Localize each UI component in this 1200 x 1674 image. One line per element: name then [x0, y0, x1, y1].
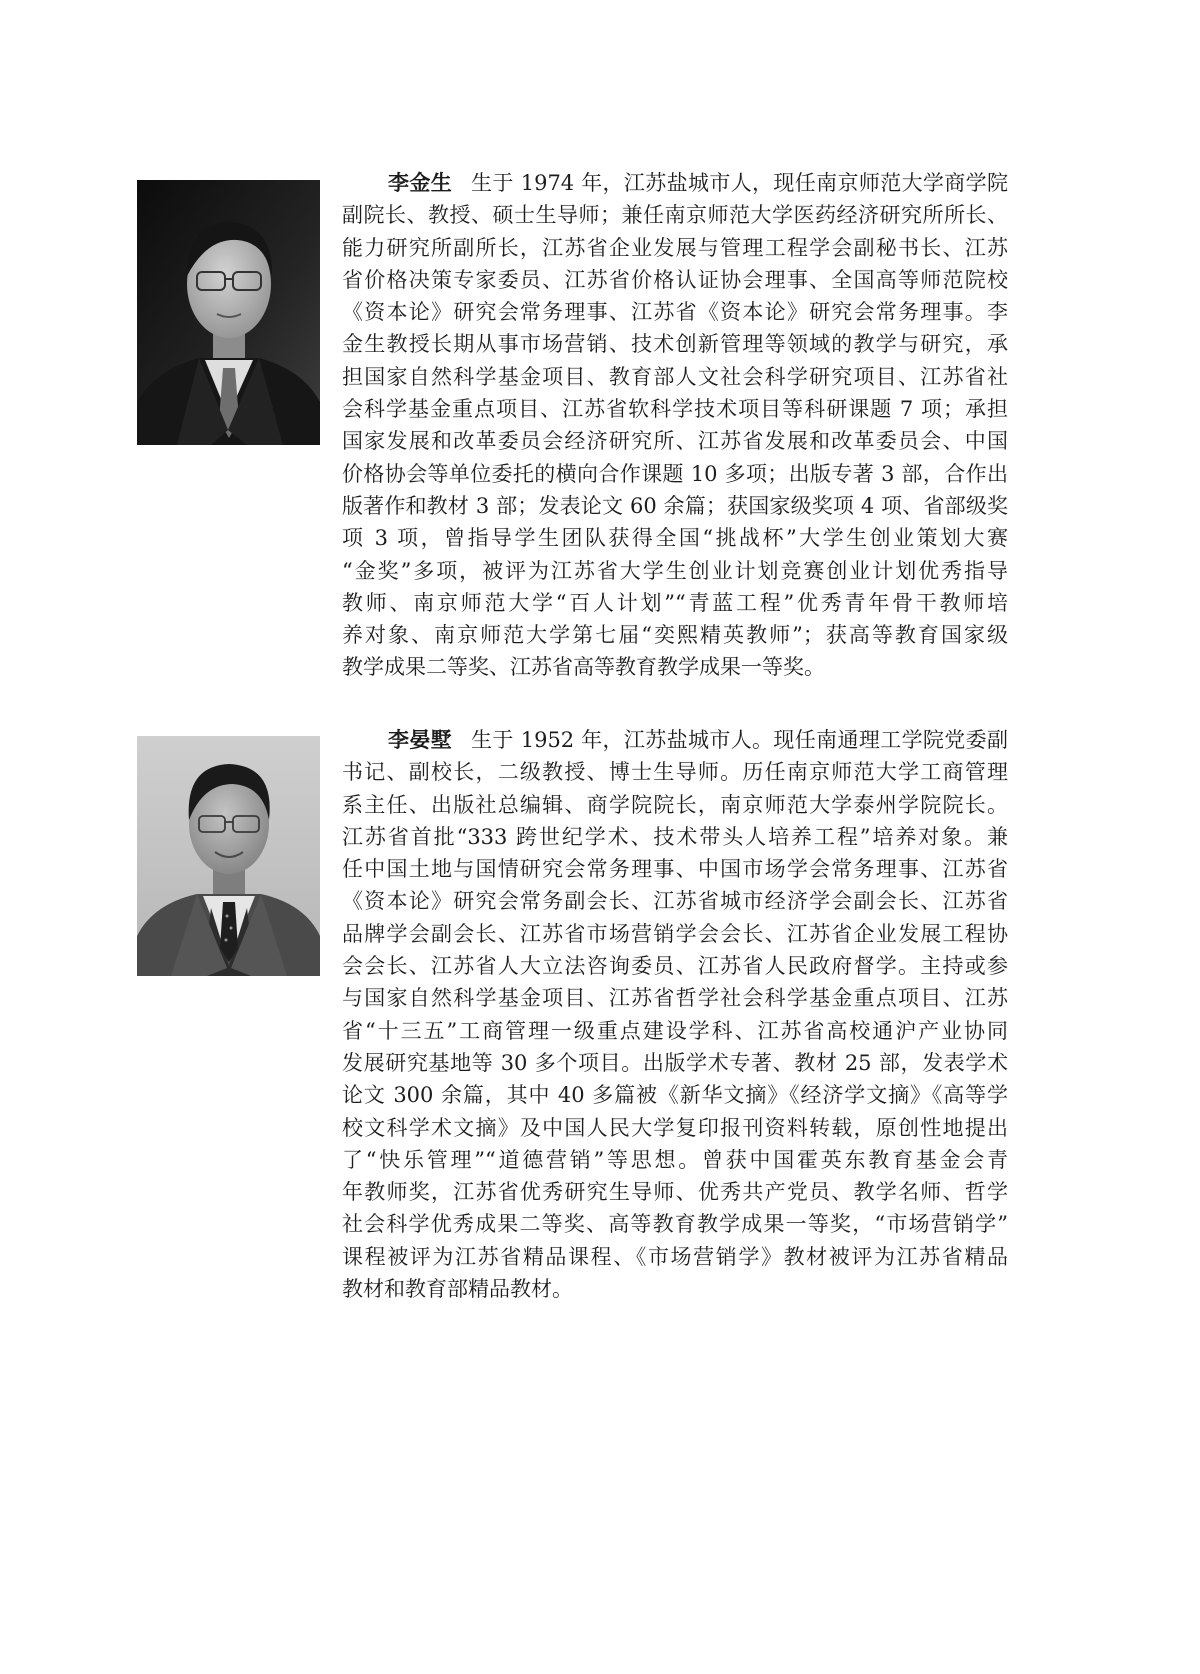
- bio-text: 教师、南京师范大学“百人计划”“青蓝工程”优秀青年骨干教师培: [342, 590, 1008, 615]
- bio-text-line: [342, 296, 1008, 328]
- author-bio-1: [342, 167, 1008, 684]
- bio-text: 国家发展和改革委员会经济研究所、江苏省发展和改革委员会、中国: [342, 429, 1008, 454]
- bio-text: 了“快乐管理”“道德营销”等思想。曾获中国霍英东教育基金会青: [342, 1147, 1008, 1172]
- bio-text: 与国家自然科学基金项目、江苏省哲学社会科学基金重点项目、江苏: [342, 986, 1008, 1011]
- bio-text: 年教师奖，江苏省优秀研究生导师、优秀共产党员、教学名师、哲学: [342, 1180, 1008, 1205]
- bio-text-line: [342, 490, 1008, 522]
- bio-text: 会会长、江苏省人大立法咨询委员、江苏省人民政府督学。主持或参: [342, 954, 1008, 979]
- bio-text-line: [342, 1112, 1008, 1144]
- bio-text: 江苏省首批“333 跨世纪学术、技术带头人培养工程”培养对象。兼: [342, 824, 1008, 849]
- bio-text: 生于 1974 年，江苏盐城市人，现任南京师范大学商学院: [470, 171, 1008, 195]
- bio-text-line: [342, 1241, 1008, 1273]
- portrait-image: [137, 180, 320, 445]
- bio-text: 副院长、教授、硕士生导师；兼任南京师范大学医药经济研究所所长、: [342, 203, 1008, 228]
- bio-text: “金奖”多项，被评为江苏省大学生创业计划竞赛创业计划优秀指导: [342, 558, 1008, 583]
- bio-text-line: [342, 458, 1008, 490]
- bio-text: 品牌学会副会长、江苏省市场营销学会会长、江苏省企业发展工程协: [342, 921, 1008, 946]
- bio-text-line: [342, 361, 1008, 393]
- bio-text-line: [342, 522, 1008, 554]
- bio-text-line: [342, 1047, 1008, 1079]
- bio-first-line: [342, 167, 1008, 199]
- bio-text: 《资本论》研究会常务理事、江苏省《资本论》研究会常务理事。李: [342, 300, 1008, 325]
- bio-text-line: [342, 425, 1008, 457]
- bio-text: 发展研究基地等 30 多个项目。出版学术专著、教材 25 部，发表学术: [342, 1050, 1008, 1075]
- bio-text-line: [342, 555, 1008, 587]
- bio-text: 教材和教育部精品教材。: [342, 1277, 573, 1302]
- bio-text-line: [342, 853, 1008, 885]
- bio-text-line: [342, 1079, 1008, 1111]
- bio-text-line: [342, 982, 1008, 1014]
- author-photo-1: [137, 180, 320, 445]
- bio-text: 校文科学术文摘》及中国人民大学复印报刊资料转载，原创性地提出: [342, 1115, 1008, 1140]
- bio-text: 省“十三五”工商管理一级重点建设学科、江苏省高校通沪产业协同: [342, 1018, 1008, 1043]
- bio-text-line: [342, 950, 1008, 982]
- bio-text-line: [342, 821, 1008, 853]
- bio-text-line: [342, 1273, 1008, 1305]
- bio-text-line: [342, 651, 1008, 683]
- bio-text-line: [342, 918, 1008, 950]
- bio-text: 养对象、南京师范大学第七届“奕熙精英教师”；获高等教育国家级: [342, 623, 1008, 648]
- bio-text-line: [342, 619, 1008, 651]
- bio-text: 教学成果二等奖、江苏省高等教育教学成果一等奖。: [342, 655, 825, 680]
- bio-text: 课程被评为江苏省精品课程、《市场营销学》教材被评为江苏省精品: [342, 1244, 1008, 1269]
- bio-text-line: [342, 393, 1008, 425]
- bio-text-line: [342, 1015, 1008, 1047]
- bio-text-line: [342, 756, 1008, 788]
- bio-text: 能力研究所副所长，江苏省企业发展与管理工程学会副秘书长、江苏: [342, 235, 1008, 260]
- bio-text: 会科学基金重点项目、江苏省软科学技术项目等科研课题 7 项；承担: [342, 397, 1008, 422]
- bio-text: 论文 300 余篇，其中 40 多篇被《新华文摘》《经济学文摘》《高等学: [342, 1083, 1008, 1108]
- bio-text: 担国家自然科学基金项目、教育部人文社会科学研究项目、江苏省社: [342, 364, 1008, 389]
- author-bio-2: [342, 724, 1008, 1305]
- author-name: 李金生: [388, 170, 453, 195]
- bio-text: 生于 1952 年，江苏盐城市人。现任南通理工学院党委副: [470, 728, 1008, 752]
- bio-text: 任中国土地与国情研究会常务理事、中国市场学会常务理事、江苏省: [342, 857, 1008, 882]
- bio-text-line: [342, 1176, 1008, 1208]
- bio-text-line: [342, 199, 1008, 231]
- bio-first-line: [342, 724, 1008, 756]
- bio-text-line: [342, 232, 1008, 264]
- bio-text-line: [342, 789, 1008, 821]
- author-name: 李晏墅: [388, 727, 453, 752]
- bio-text: 项 3 项，曾指导学生团队获得全国“挑战杯”大学生创业策划大赛: [342, 526, 1008, 551]
- bio-text: 书记、副校长，二级教授、博士生导师。历任南京师范大学工商管理: [342, 760, 1008, 785]
- bio-text: 价格协会等单位委托的横向合作课题 10 多项；出版专著 3 部，合作出: [342, 461, 1008, 486]
- bio-text-line: [342, 328, 1008, 360]
- author-photo-2: [137, 736, 320, 976]
- bio-text: 金生教授长期从事市场营销、技术创新管理等领域的教学与研究，承: [342, 332, 1008, 357]
- bio-text-line: [342, 1144, 1008, 1176]
- bio-text-line: [342, 885, 1008, 917]
- bio-text: 《资本论》研究会常务副会长、江苏省城市经济学会副会长、江苏省: [342, 889, 1008, 914]
- bio-text-line: [342, 264, 1008, 296]
- bio-text-line: [342, 1208, 1008, 1240]
- bio-text-line: [342, 587, 1008, 619]
- bio-text: 系主任、出版社总编辑、商学院院长，南京师范大学泰州学院院长。: [342, 792, 1008, 817]
- bio-text: 版著作和教材 3 部；发表论文 60 余篇；获国家级奖项 4 项、省部级奖: [342, 493, 1008, 518]
- bio-text: 省价格决策专家委员、江苏省价格认证协会理事、全国高等师范院校: [342, 267, 1008, 292]
- bio-text: 社会科学优秀成果二等奖、高等教育教学成果一等奖，“市场营销学”: [342, 1212, 1008, 1237]
- portrait-image: [137, 736, 320, 976]
